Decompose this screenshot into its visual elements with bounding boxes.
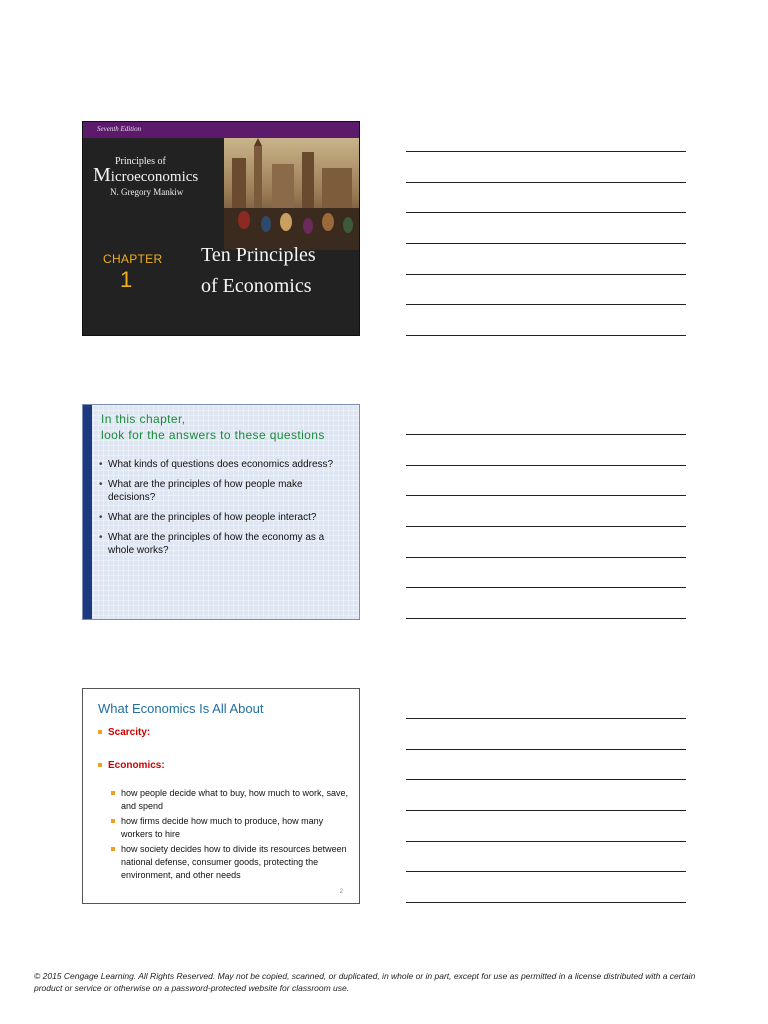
author: N. Gregory Mankiw [110,187,184,197]
question-item: • What are the principles of how people interact? [99,511,349,524]
note-line [406,810,686,811]
note-line [406,335,686,336]
note-line [406,243,686,244]
edition-label: Seventh Edition [97,125,142,133]
scarcity-label: Scarcity: [108,727,151,738]
bullet-marker [98,763,102,767]
note-line [406,526,686,527]
note-line [406,779,686,780]
slide-sidebar [83,405,92,619]
note-line [406,718,686,719]
sub-bullet: how people decide what to buy, how much to work, save, and spend [111,787,351,813]
question-item: • What are the principles of how the economy as a whole works? [99,531,349,557]
economics-slide [82,688,360,904]
chapter-title [201,240,351,302]
sub-bullet: how firms decide how much to produce, how many workers to hire [111,815,351,841]
slide-heading-line1: In this chapter, [101,412,186,426]
questions-slide [82,404,360,620]
note-line [406,587,686,588]
note-line [406,304,686,305]
note-line [406,749,686,750]
chapter-number: 1 [120,267,133,292]
title-slide [82,121,360,336]
question-item: • What kinds of questions does economics address? [99,458,349,471]
bullet-marker [98,730,102,734]
note-line [406,902,686,903]
note-line [406,871,686,872]
slide-heading-line2: look for the answers to these questions [101,428,325,442]
note-line [406,274,686,275]
economics-sublist [111,787,351,884]
economics-label: Economics: [108,760,165,771]
note-line [406,465,686,466]
scarcity-bullet [98,727,150,738]
note-line [406,182,686,183]
slide-page-number: 2 [339,889,343,895]
slide-heading [101,411,325,443]
chapter-title-line2: of Economics [201,275,312,297]
slide-heading: What Economics Is All About [98,701,264,716]
edition-band [83,122,359,138]
note-line [406,212,686,213]
note-line [406,434,686,435]
question-item: • What are the principles of how people make decisions? [99,478,349,504]
cover-painting [224,138,360,250]
chapter-label: CHAPTER [103,252,163,266]
sub-bullet: how society decides how to divide its resources between national defense, consumer goods, protecting the environment, and other needs [111,843,351,882]
copyright-footer: © 2015 Cengage Learning. All Rights Reserved. May not be copied, scanned, or duplicated, in whole or in part, except for use as permitted in a license distributed with a certain product or service or otherwise on a password-protected website for classroom use. [34,971,696,993]
note-line [406,841,686,842]
note-line [406,495,686,496]
book-title [93,164,198,187]
note-line [406,151,686,152]
book-title-capital: M [93,164,111,186]
book-title-rest: icroeconomics [110,169,199,185]
question-list [99,458,349,564]
economics-bullet [98,760,165,771]
note-line [406,618,686,619]
book-pretitle: Principles of [115,156,166,167]
chapter-title-line1: Ten Principles [201,244,316,266]
note-line [406,557,686,558]
